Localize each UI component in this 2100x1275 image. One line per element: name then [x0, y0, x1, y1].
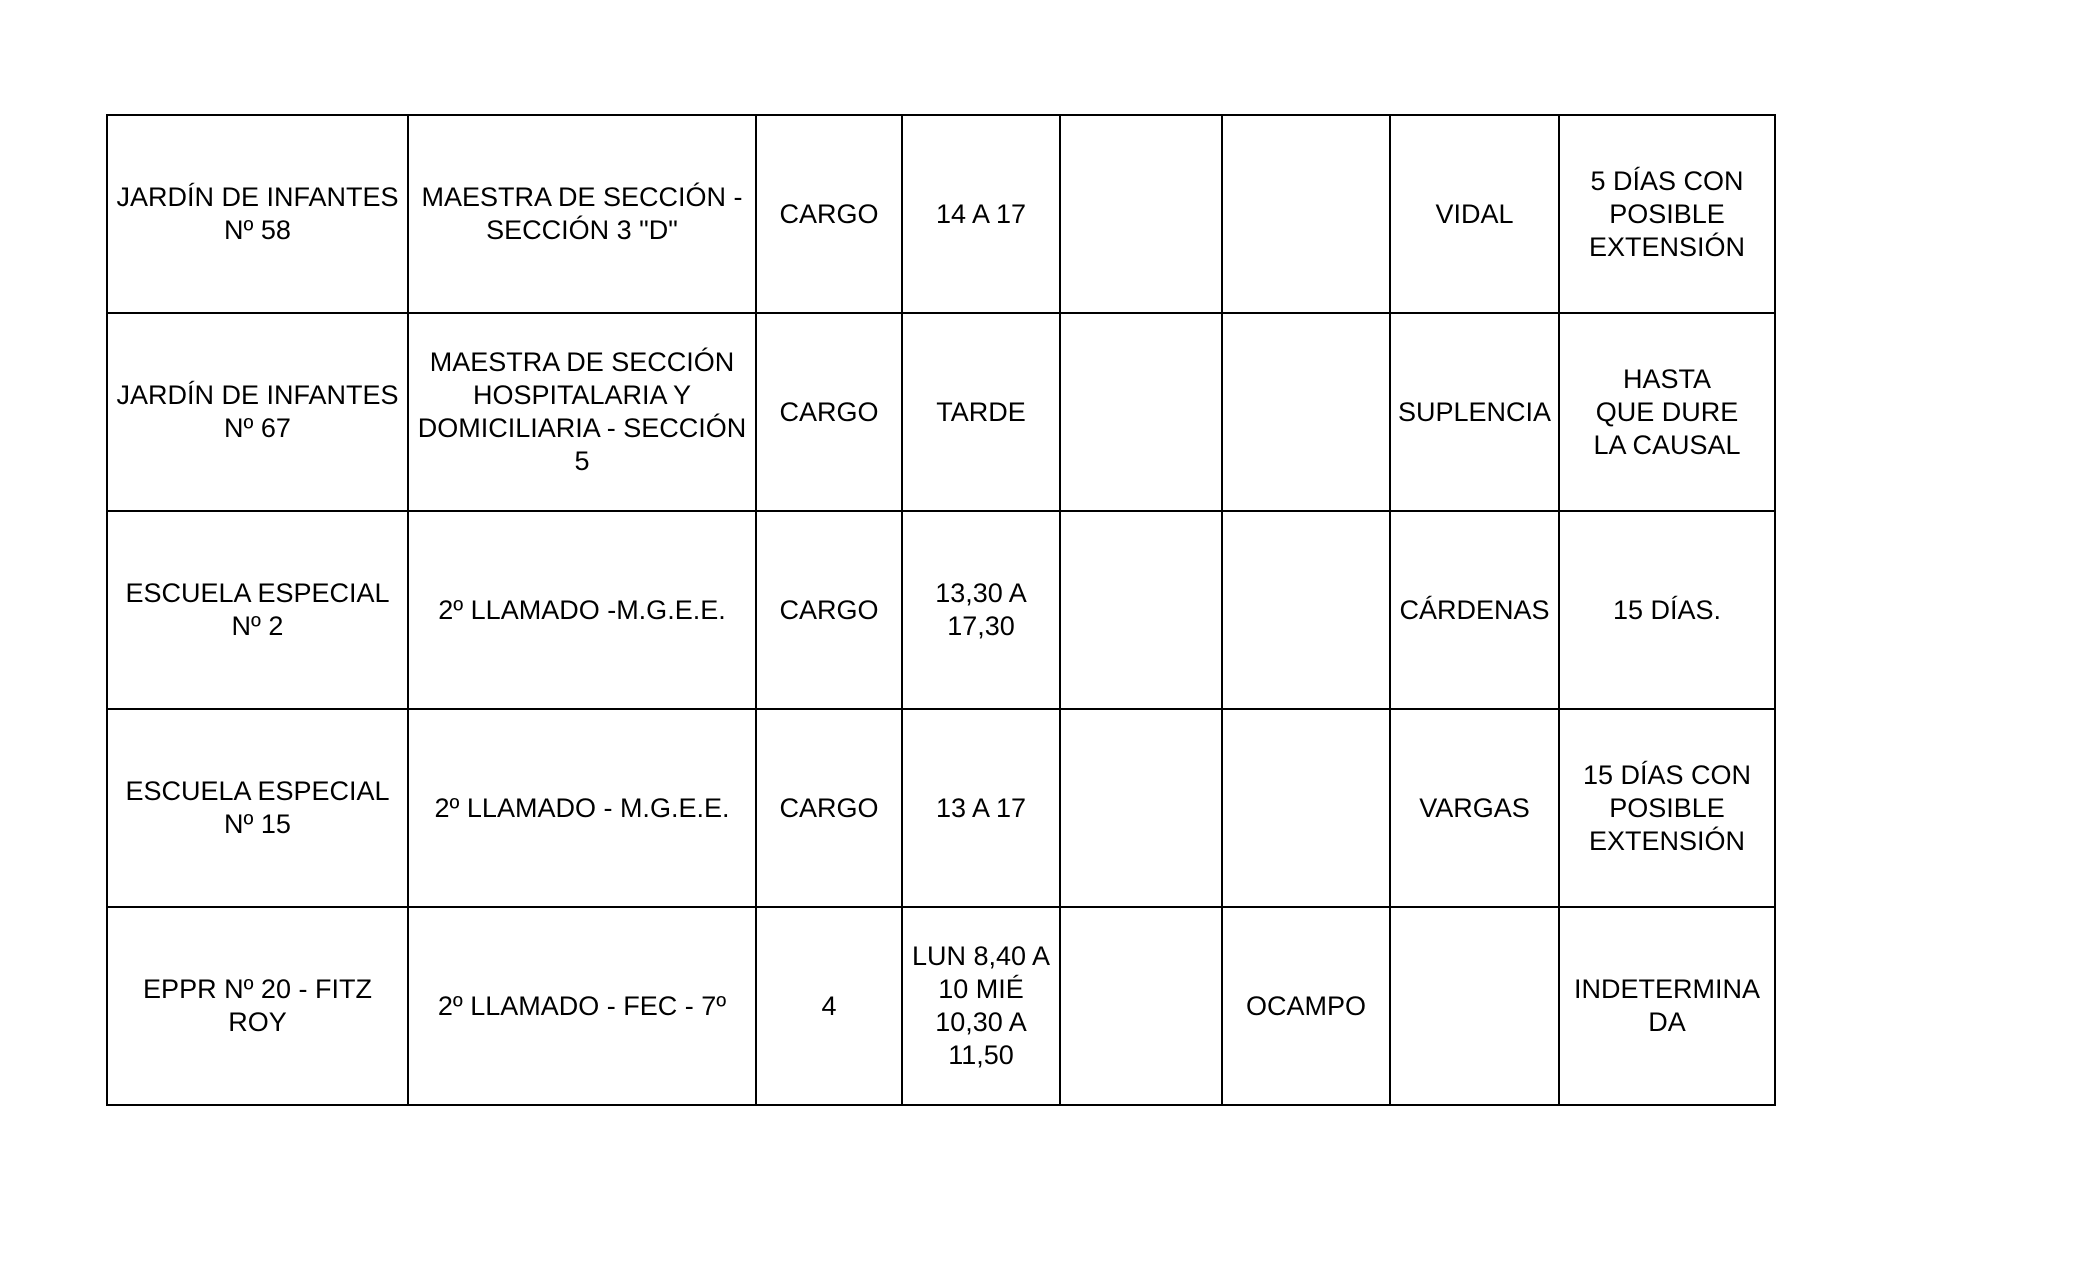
table-row [107, 115, 1775, 313]
cell-col7 [1390, 907, 1559, 1105]
cell-institucion: JARDÍN DE INFANTES Nº 67 [107, 313, 408, 511]
cell-tipo: CARGO [756, 511, 902, 709]
cell-duracion: INDETERMINADA [1559, 907, 1775, 1105]
vacancy-table [106, 114, 1776, 1106]
cell-horario: 13 A 17 [902, 709, 1060, 907]
cell-institucion: ESCUELA ESPECIAL Nº 15 [107, 709, 408, 907]
cell-institucion: JARDÍN DE INFANTES Nº 58 [107, 115, 408, 313]
cell-col7: SUPLENCIA [1390, 313, 1559, 511]
cell-col6 [1222, 511, 1390, 709]
table-row [107, 313, 1775, 511]
cell-duracion: HASTA QUE DURE LA CAUSAL [1559, 313, 1775, 511]
cell-tipo: CARGO [756, 115, 902, 313]
table-row [107, 709, 1775, 907]
cell-horario: 13,30 A 17,30 [902, 511, 1060, 709]
cell-col6 [1222, 115, 1390, 313]
cell-cargo: 2º LLAMADO - FEC - 7º [408, 907, 756, 1105]
cell-cargo: MAESTRA DE SECCIÓN HOSPITALARIA Y DOMICILIARIA - SECCIÓN 5 [408, 313, 756, 511]
cell-institucion: EPPR Nº 20 - FITZ ROY [107, 907, 408, 1105]
cell-duracion: 15 DÍAS CON POSIBLE EXTENSIÓN [1559, 709, 1775, 907]
cell-col6 [1222, 313, 1390, 511]
cell-col7: CÁRDENAS [1390, 511, 1559, 709]
cell-col5 [1060, 709, 1222, 907]
cell-cargo: 2º LLAMADO - M.G.E.E. [408, 709, 756, 907]
cell-duracion: 5 DÍAS CON POSIBLE EXTENSIÓN [1559, 115, 1775, 313]
cell-col7: VIDAL [1390, 115, 1559, 313]
cell-col5 [1060, 313, 1222, 511]
cell-col5 [1060, 907, 1222, 1105]
cell-col7: VARGAS [1390, 709, 1559, 907]
cell-horario: LUN 8,40 A 10 MIÉ 10,30 A 11,50 [902, 907, 1060, 1105]
table-row [107, 511, 1775, 709]
cell-horario: TARDE [902, 313, 1060, 511]
cell-col5 [1060, 511, 1222, 709]
cell-col6: OCAMPO [1222, 907, 1390, 1105]
table-row [107, 907, 1775, 1105]
cell-cargo: MAESTRA DE SECCIÓN - SECCIÓN 3 "D" [408, 115, 756, 313]
cell-horario: 14 A 17 [902, 115, 1060, 313]
cell-col5 [1060, 115, 1222, 313]
cell-col6 [1222, 709, 1390, 907]
cell-tipo: CARGO [756, 709, 902, 907]
cell-tipo: 4 [756, 907, 902, 1105]
cell-institucion: ESCUELA ESPECIAL Nº 2 [107, 511, 408, 709]
cell-tipo: CARGO [756, 313, 902, 511]
cell-duracion: 15 DÍAS. [1559, 511, 1775, 709]
cell-cargo: 2º LLAMADO -M.G.E.E. [408, 511, 756, 709]
